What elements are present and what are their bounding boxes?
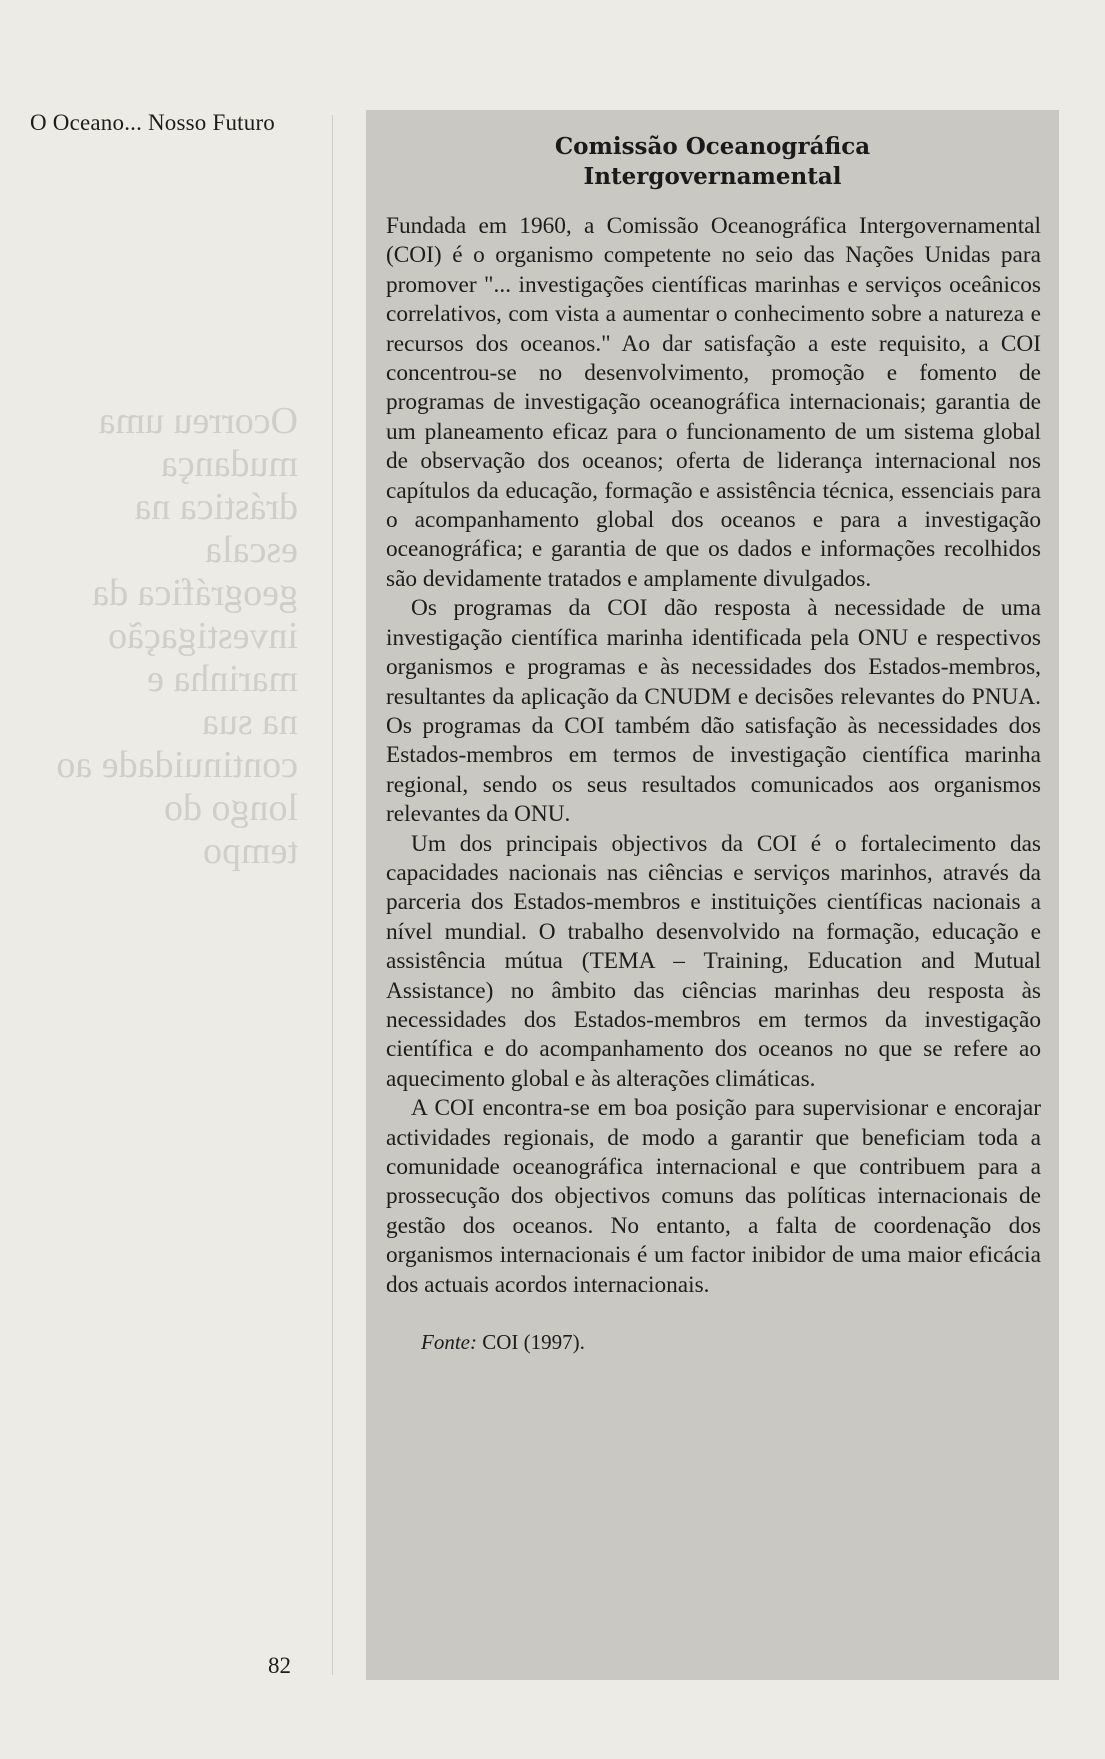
box-title-line: Intergovernamental [583, 163, 842, 190]
box-paragraph: Fundada em 1960, a Comissão Oceanográfica Intergovernamental (COI) é o organismo competente no seio das Nações Unidas para promover "... investigações científicas marinhas e serviços oceânicos correlativos, com vista a aumentar o conhecimento sobre a natureza e recursos dos oceanos." Ao dar satisfação a este requisito, a COI concentrou-se no desenvolvimento, promoção e fomento de programas de investigação oceanográfica internacionais; garantia de um planeamento eficaz para o funcionamento de um sistema global de observação dos oceanos; oferta de liderança internacional nos capítulos da educação, formação e assistência técnica, essenciais para o acompanhamento global dos oceanos e para a investigação oceanográfica; e garantia de que os dados e informações recolhidos são devidamente tratados e amplamente divulgados. [386, 213, 1041, 592]
box-title [386, 132, 1059, 192]
sidebar-line: na sua [201, 701, 298, 743]
sidebar-line: longo do [163, 787, 298, 829]
sidebar-line: investigação [108, 615, 298, 657]
info-box [366, 110, 1059, 1680]
sidebar-line: marinha e [147, 658, 298, 700]
sidebar-show-through-text [18, 400, 298, 873]
source-label: Fonte: [421, 1330, 477, 1355]
column-divider [332, 115, 333, 1675]
sidebar-line: Ocorreu uma [98, 400, 298, 442]
sidebar-line: mudança [160, 443, 298, 485]
running-head: O Oceano... Nosso Futuro [30, 110, 275, 135]
sidebar-line: escala [205, 529, 298, 571]
box-paragraph: Um dos principais objectivos da COI é o fortalecimento das capacidades nacionais nas ciências e serviços marinhos, através da parceria dos Estados-membros e instituições científicas nacionais a nível mundial. O trabalho desenvolvido na formação, educação e assistência mútua (TEMA – Training, Education and Mutual Assistance) no âmbito das ciências marinhas deu resposta às necessidades dos Estados-membros em termos da investigação científica e do acompanhamento dos oceanos no que se refere ao aquecimento global e às alterações climáticas. [386, 830, 1041, 1092]
box-title-line: Comissão Oceanográfica [554, 133, 871, 160]
sidebar-line: tempo [203, 830, 298, 872]
box-paragraph: A COI encontra-se em boa posição para supervisionar e encorajar actividades regionais, de modo a garantir que beneficiam toda a comunidade oceanográfica internacional e que contribuem para a prossecução dos objectivos comuns das políticas internacionais de gestão dos oceanos. No entanto, a falta de coordenação dos organismos internacionais é um factor inibidor de uma maior eficácia dos actuais acordos internacionais. [386, 1095, 1041, 1298]
source-citation [386, 1330, 1041, 1355]
box-paragraph: Os programas da COI dão resposta à necessidade de uma investigação científica marinha identificada pela ONU e respectivos organismos e programas e às necessidades dos Estados-membros, resultantes da aplicação da CNUDM e decisões relevantes do PNUA. Os programas da COI também dão satisfação às necessidades dos Estados-membros em termos de investigação científica marinha regional, sendo os seus resultados comunicados aos organismos relevantes da ONU. [386, 595, 1041, 828]
sidebar-line: drástica na [134, 486, 298, 528]
box-body [386, 212, 1041, 1355]
page-number: 82 [268, 1653, 291, 1678]
source-text: COI (1997). [476, 1330, 585, 1355]
sidebar-line: geográfica da [92, 572, 298, 614]
sidebar-line: continuidade ao [56, 744, 298, 786]
